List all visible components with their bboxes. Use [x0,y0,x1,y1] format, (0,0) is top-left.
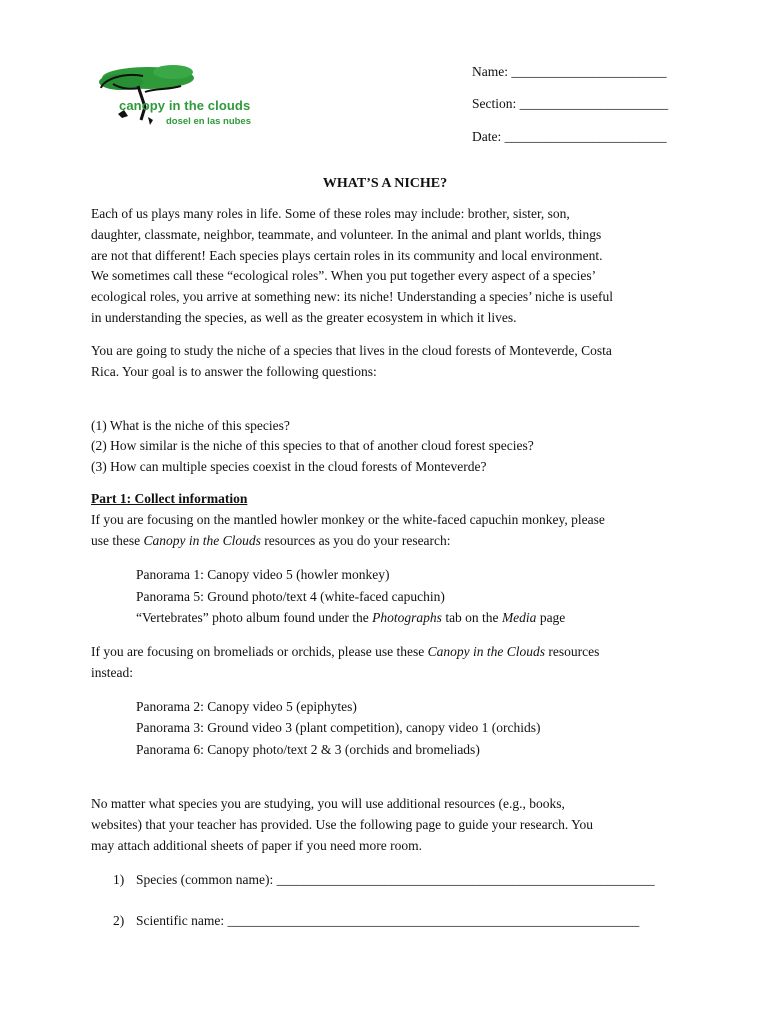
additional-line: websites) that your teacher has provided. Use the following page to guide your research. You [91,817,593,832]
plant-intro-line: instead: [91,665,133,680]
page-title: WHAT’S A NICHE? [322,176,448,191]
plant-intro-line: If you are focusing on bromeliads or orchids, please use these Canopy in the Clouds resources [91,644,600,659]
additional-line: No matter what species you are studying, you will use additional resources (e.g., books, [91,796,565,811]
intro-line: Each of us plays many roles in life. Some of these roles may include: brother, sister, son, [91,206,570,221]
part1-heading: Part 1: Collect information [91,491,248,506]
animal-intro-line: If you are focusing on the mantled howler monkey or the white-faced capuchin monkey, please [91,512,605,527]
logo-subtitle: dosel en las nubes [166,116,251,127]
resource-item: Panorama 6: Canopy photo/text 2 & 3 (orchids and bromeliads) [136,742,480,757]
date-field[interactable]: Date: ________________________ [472,129,667,144]
field-number: 1) [113,872,125,887]
intro-line: We sometimes call these “ecological roles”. When you put together every aspect of a species’ [91,268,597,283]
resource-item: “Vertebrates” photo album found under the Photographs tab on the Media page [136,610,566,625]
animal-intro-line: use these Canopy in the Clouds resources as you do your research: [91,533,451,548]
logo-title: canopy in the clouds [119,98,251,113]
additional-line: may attach additional sheets of paper if you need more room. [91,838,423,853]
question-item: (3) How can multiple species coexist in the cloud forests of Monteverde? [91,459,487,474]
scientific-name-field[interactable]: Scientific name: _____________________________________________________________ [136,913,640,928]
question-item: (2) How similar is the niche of this species to that of another cloud forest species? [91,438,534,453]
intro-line: in understanding the species, as well as the greater ecosystem in which it lives. [91,310,517,325]
goal-line: You are going to study the niche of a species that lives in the cloud forests of Monteverde, Costa [91,343,612,358]
section-field[interactable]: Section: ______________________ [472,96,669,111]
resource-item: Panorama 3: Ground video 3 (plant competition), canopy video 1 (orchids) [136,720,541,735]
goal-line: Rica. Your goal is to answer the following questions: [91,364,377,379]
question-item: (1) What is the niche of this species? [91,418,290,433]
intro-line: are not that different! Each species plays certain roles in its community and local environment. [91,248,603,263]
resource-item: Panorama 2: Canopy video 5 (epiphytes) [136,699,357,714]
resource-item: Panorama 1: Canopy video 5 (howler monkey) [136,567,390,582]
name-field[interactable]: Name: _______________________ [472,64,667,79]
intro-line: ecological roles, you arrive at something new: its niche! Understanding a species’ niche is useful [91,289,613,304]
resource-item: Panorama 5: Ground photo/text 4 (white-faced capuchin) [136,589,445,604]
intro-line: daughter, classmate, neighbor, teammate, and volunteer. In the animal and plant worlds, things [91,227,602,242]
species-common-name-field[interactable]: Species (common name): ________________________________________________________ [136,872,655,887]
field-number: 2) [113,913,125,928]
